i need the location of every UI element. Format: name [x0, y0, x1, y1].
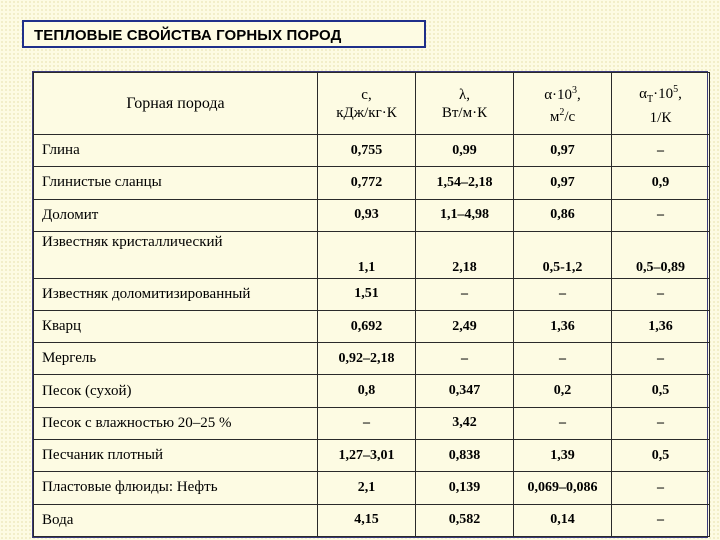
cell-lambda: –: [416, 278, 514, 310]
header-thermal-expansion: $\alpha_T\cdot 10^5$, 1/К: [612, 73, 710, 135]
rock-name: Песчаник плотный: [34, 440, 318, 472]
cell-alphaT: 0,5: [612, 375, 710, 407]
rock-name: Мергель: [34, 343, 318, 375]
header-c-symbol: c,: [361, 86, 372, 103]
cell-alpha: 0,97: [514, 167, 612, 199]
cell-c: 0,93: [318, 199, 416, 231]
header-alpha-unit-base: м: [549, 108, 560, 125]
cell-alphaT: 1,36: [612, 310, 710, 342]
cell-lambda: 1,54–2,18: [416, 167, 514, 199]
cell-c: 2,1: [318, 472, 416, 504]
cell-alpha: –: [514, 278, 612, 310]
header-alpha-symbol: α·10: [544, 86, 573, 103]
cell-c: 1,27–3,01: [318, 440, 416, 472]
header-alpha-unit-tail: /с: [564, 108, 576, 125]
cell-alphaT: –: [612, 504, 710, 536]
cell-c: 1,51: [318, 278, 416, 310]
rock-name: Доломит: [34, 199, 318, 231]
cell-lambda: 3,42: [416, 407, 514, 439]
cell-c: 0,92–2,18: [318, 343, 416, 375]
cell-lambda: 0,99: [416, 135, 514, 167]
table-row: [34, 278, 710, 310]
table-row: [34, 199, 710, 231]
cell-alphaT: –: [612, 135, 710, 167]
table-row: [34, 440, 710, 472]
cell-alpha: 0,86: [514, 199, 612, 231]
table-row: [34, 472, 710, 504]
header-rock: Горная порода: [34, 73, 318, 135]
cell-lambda: 1,1–4,98: [416, 199, 514, 231]
table-row: [34, 231, 710, 278]
table-row: [34, 343, 710, 375]
cell-alphaT: 0,5–0,89: [612, 231, 710, 278]
header-heat-capacity: [318, 73, 416, 135]
properties-table-container: [32, 71, 708, 538]
table-header-row: [34, 73, 710, 135]
rock-name: Известняк кристаллический: [34, 231, 318, 278]
cell-c: 0,692: [318, 310, 416, 342]
cell-lambda: 2,18: [416, 231, 514, 278]
cell-alphaT: 0,9: [612, 167, 710, 199]
cell-alpha: 0,2: [514, 375, 612, 407]
cell-lambda: 0,139: [416, 472, 514, 504]
table-row: [34, 504, 710, 536]
rock-name: Известняк доломитизированный: [34, 278, 318, 310]
cell-lambda: –: [416, 343, 514, 375]
rock-name: Кварц: [34, 310, 318, 342]
header-alphaT-symbol: α: [639, 85, 647, 102]
cell-c: 4,15: [318, 504, 416, 536]
cell-lambda: 0,347: [416, 375, 514, 407]
cell-c: –: [318, 407, 416, 439]
cell-c: 0,755: [318, 135, 416, 167]
cell-alpha: 0,14: [514, 504, 612, 536]
header-alpha-exponent: 3: [572, 84, 578, 96]
cell-alpha: 0,5-1,2: [514, 231, 612, 278]
cell-alpha: 0,069–0,086: [514, 472, 612, 504]
rock-name: Песок (сухой): [34, 375, 318, 407]
header-alphaT-multiplier: ·10: [653, 85, 674, 102]
cell-lambda: 0,582: [416, 504, 514, 536]
cell-alphaT: –: [612, 472, 710, 504]
slide-title-box: [22, 20, 426, 48]
table-row: [34, 375, 710, 407]
table-row: [34, 167, 710, 199]
cell-alpha: 1,36: [514, 310, 612, 342]
header-alphaT-exponent: 5: [673, 83, 679, 95]
cell-alpha: –: [514, 407, 612, 439]
cell-alphaT: 0,5: [612, 440, 710, 472]
cell-alpha: 1,39: [514, 440, 612, 472]
cell-alphaT: –: [612, 407, 710, 439]
cell-lambda: 0,838: [416, 440, 514, 472]
header-lambda-symbol: λ,: [458, 86, 471, 103]
rock-name: Пластовые флюиды: Нефть: [34, 472, 318, 504]
cell-c: 0,772: [318, 167, 416, 199]
cell-c: 0,8: [318, 375, 416, 407]
slide-title: ТЕПЛОВЫЕ СВОЙСТВА ГОРНЫХ ПОРОД: [34, 27, 342, 44]
cell-lambda: 2,49: [416, 310, 514, 342]
header-alphaT-subscript: T: [647, 93, 654, 105]
header-thermal-conductivity: [416, 73, 514, 135]
cell-alphaT: –: [612, 199, 710, 231]
rock-name: Песок с влажностью 20–25 %: [34, 407, 318, 439]
rock-name: Вода: [34, 504, 318, 536]
cell-alpha: 0,97: [514, 135, 612, 167]
thermal-properties-table: [33, 72, 710, 537]
cell-c: 1,1: [318, 231, 416, 278]
header-alphaT-unit: 1/К: [649, 109, 672, 126]
header-alpha-unit-exponent: 2: [559, 106, 565, 118]
rock-name: Глинистые сланцы: [34, 167, 318, 199]
rock-name: Глина: [34, 135, 318, 167]
cell-alpha: –: [514, 343, 612, 375]
table-row: [34, 135, 710, 167]
cell-alphaT: –: [612, 343, 710, 375]
table-row: [34, 310, 710, 342]
header-lambda-unit: Вт/м·К: [441, 104, 488, 121]
header-c-unit: кДж/кг·К: [336, 104, 397, 121]
cell-alphaT: –: [612, 278, 710, 310]
table-row: [34, 407, 710, 439]
header-thermal-diffusivity: $\alpha\cdot 10^3$, $м^2/с$: [514, 73, 612, 135]
